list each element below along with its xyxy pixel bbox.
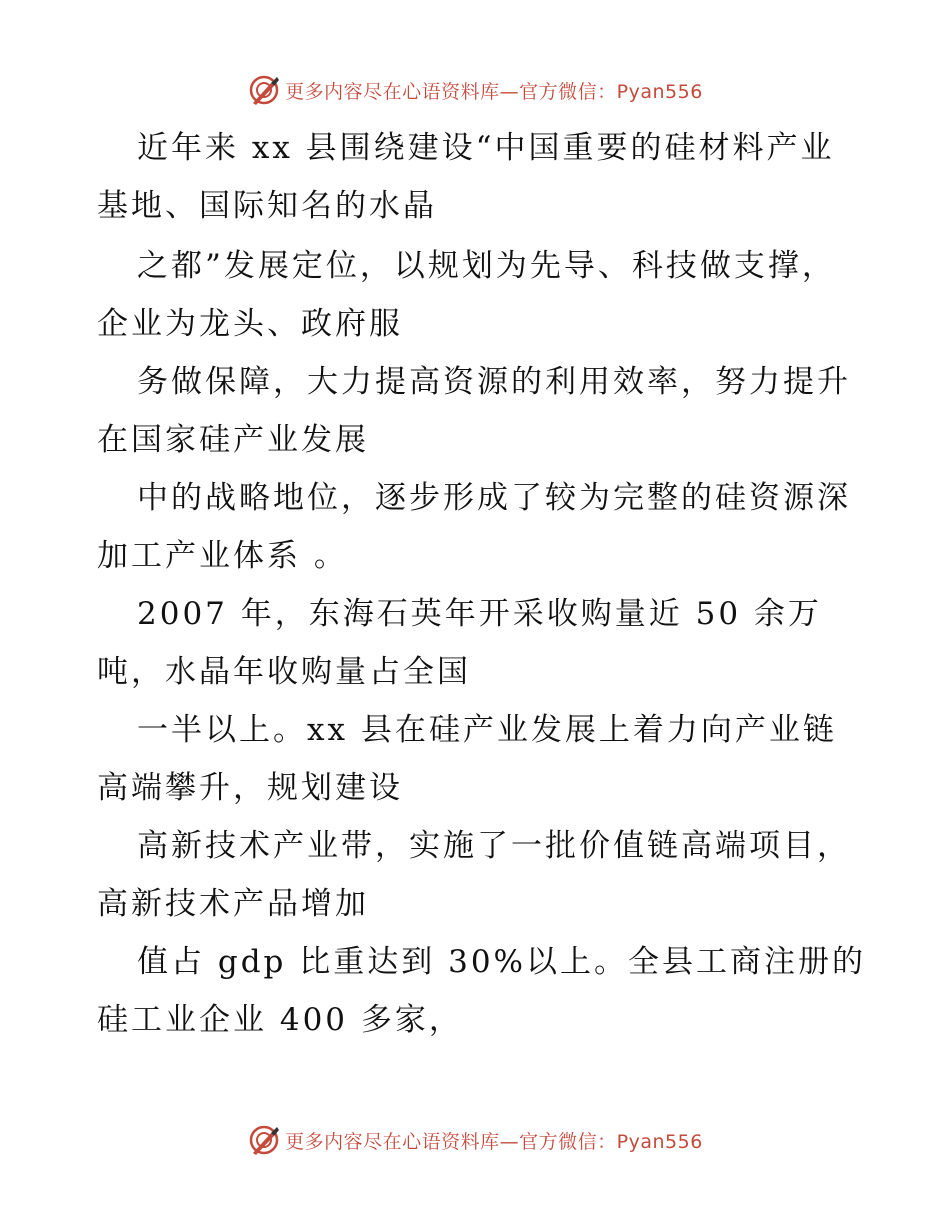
text-line: 一半以上。xx 县在硅产业发展上着力向产业链 [137, 712, 837, 748]
header-watermark [0, 70, 950, 110]
banner-wechat-id: Pyan556 [616, 1130, 703, 1153]
text-line: 企业为龙头、政府服 [97, 306, 403, 342]
text-line: 在国家硅产业发展 [97, 422, 369, 458]
text-line: 基地、国际知名的水晶 [97, 188, 437, 224]
banner-text: 更多内容尽在心语资料库—官方微信： [285, 1130, 617, 1153]
text-line: 之都”发展定位，以规划为先导、科技做支撑， [137, 248, 836, 284]
text-line: 加工产业体系 。 [97, 538, 348, 574]
logo-icon [247, 73, 281, 107]
text-line: 近年来 xx 县围绕建设“中国重要的硅材料产业 [137, 130, 835, 166]
text-line: 务做保障，大力提高资源的利用效率，努力提升 [137, 364, 851, 400]
text-line: 硅工业企业 400 多家， [97, 1002, 463, 1038]
text-line: 2007 年，东海石英年开采收购量近 50 余万 [137, 596, 822, 632]
text-line: 吨，水晶年收购量占全国 [97, 654, 471, 690]
banner-text: 更多内容尽在心语资料库—官方微信： [285, 80, 617, 103]
banner-wechat-id: Pyan556 [616, 80, 703, 103]
text-line: 高新技术产品增加 [97, 886, 369, 922]
footer-watermark [0, 1120, 950, 1160]
logo-icon [247, 1123, 281, 1157]
text-line: 值占 gdp 比重达到 30%以上。全县工商注册的 [137, 944, 866, 980]
text-line: 高新技术产业带，实施了一批价值链高端项目， [137, 828, 851, 864]
text-line: 中的战略地位，逐步形成了较为完整的硅资源深 [137, 480, 851, 516]
text-line: 高端攀升，规划建设 [97, 770, 403, 806]
